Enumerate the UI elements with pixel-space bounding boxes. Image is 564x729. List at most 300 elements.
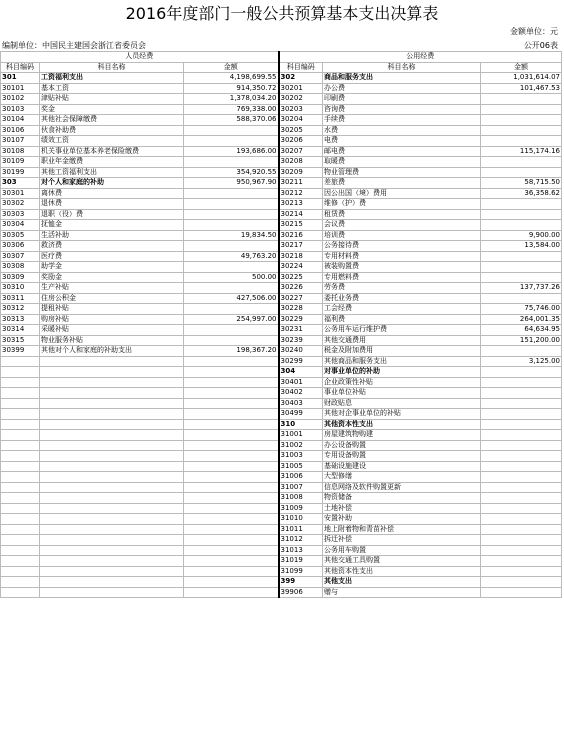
right-amount-cell xyxy=(481,293,562,304)
left-name-cell: 物业服务补贴 xyxy=(40,335,184,346)
table-row xyxy=(1,335,562,346)
right-amount-cell xyxy=(481,125,562,136)
left-name-cell: 退职（役）费 xyxy=(40,209,184,220)
left-code-cell: 30312 xyxy=(1,304,40,315)
right-amount-cell xyxy=(481,472,562,483)
left-code-cell: 30399 xyxy=(1,346,40,357)
left-amount-cell xyxy=(184,377,279,388)
right-name-cell: 专用材料费 xyxy=(323,251,481,262)
left-code-cell xyxy=(1,440,40,451)
table-row xyxy=(1,157,562,168)
right-amount-cell: 115,174.16 xyxy=(481,146,562,157)
right-name-cell: 其他对企事业单位的补贴 xyxy=(323,409,481,420)
left-amount-cell: 1,378,034.20 xyxy=(184,94,279,105)
left-name-cell: 提租补贴 xyxy=(40,304,184,315)
table-row xyxy=(1,430,562,441)
right-code-cell: 31012 xyxy=(279,535,323,546)
left-code-cell: 30303 xyxy=(1,209,40,220)
right-code-cell: 30206 xyxy=(279,136,323,147)
right-amount-cell xyxy=(481,104,562,115)
right-amount-cell xyxy=(481,94,562,105)
left-code-cell xyxy=(1,566,40,577)
left-code-cell: 301 xyxy=(1,73,40,84)
right-amount-cell xyxy=(481,346,562,357)
right-name-cell: 被装购置费 xyxy=(323,262,481,273)
table-row xyxy=(1,398,562,409)
right-code-cell: 30224 xyxy=(279,262,323,273)
right-code-cell: 31003 xyxy=(279,451,323,462)
left-amount-cell xyxy=(184,398,279,409)
table-row xyxy=(1,535,562,546)
table-row xyxy=(1,272,562,283)
table-row xyxy=(1,293,562,304)
right-code-cell: 30402 xyxy=(279,388,323,399)
left-name-cell: 职业年金缴费 xyxy=(40,157,184,168)
left-amount-cell xyxy=(184,461,279,472)
left-amount-cell xyxy=(184,440,279,451)
left-name-cell xyxy=(40,367,184,378)
left-code-cell: 30199 xyxy=(1,167,40,178)
left-amount-cell xyxy=(184,283,279,294)
right-name-cell: 专用设备购置 xyxy=(323,451,481,462)
right-name-cell: 其他交通费用 xyxy=(323,335,481,346)
amount-unit: 金额单位：元 xyxy=(510,27,558,36)
right-code-cell: 30203 xyxy=(279,104,323,115)
right-name-cell: 办公设备购置 xyxy=(323,440,481,451)
personnel-section-header: 人员经费 xyxy=(1,52,279,63)
table-row xyxy=(1,104,562,115)
right-code-cell: 30217 xyxy=(279,241,323,252)
left-amount-cell xyxy=(184,472,279,483)
left-name-cell: 其他对个人和家庭的补助支出 xyxy=(40,346,184,357)
left-name-cell: 基本工资 xyxy=(40,83,184,94)
left-amount-cell xyxy=(184,220,279,231)
right-code-cell: 302 xyxy=(279,73,323,84)
right-amount-cell: 58,715.50 xyxy=(481,178,562,189)
right-name-cell: 企业政策性补贴 xyxy=(323,377,481,388)
right-name-cell: 地上附着物和青苗补偿 xyxy=(323,524,481,535)
right-code-cell: 30211 xyxy=(279,178,323,189)
right-amount-cell xyxy=(481,262,562,273)
left-name-cell: 采暖补贴 xyxy=(40,325,184,336)
right-amount-cell: 9,900.00 xyxy=(481,230,562,241)
left-code-cell: 30305 xyxy=(1,230,40,241)
left-name-cell: 生产补贴 xyxy=(40,283,184,294)
left-name-cell xyxy=(40,514,184,525)
table-row xyxy=(1,545,562,556)
left-code-cell xyxy=(1,461,40,472)
left-amount-cell xyxy=(184,209,279,220)
left-code-cell xyxy=(1,367,40,378)
table-row xyxy=(1,314,562,325)
right-name-cell: 租赁费 xyxy=(323,209,481,220)
table-row xyxy=(1,283,562,294)
left-amount-cell xyxy=(184,325,279,336)
left-amount-cell: 354,920.55 xyxy=(184,167,279,178)
right-amount-cell: 1,031,614.07 xyxy=(481,73,562,84)
left-code-cell: 30314 xyxy=(1,325,40,336)
left-amount-cell xyxy=(184,136,279,147)
table-row xyxy=(1,356,562,367)
left-code-cell: 30309 xyxy=(1,272,40,283)
table-row xyxy=(1,304,562,315)
left-code-cell: 30304 xyxy=(1,220,40,231)
left-name-cell: 奖励金 xyxy=(40,272,184,283)
left-amount-cell xyxy=(184,241,279,252)
table-row xyxy=(1,409,562,420)
left-code-cell xyxy=(1,524,40,535)
right-code-cell: 31008 xyxy=(279,493,323,504)
left-code-cell: 30101 xyxy=(1,83,40,94)
right-name-cell: 公务用车运行维护费 xyxy=(323,325,481,336)
left-code-cell xyxy=(1,409,40,420)
right-name-cell: 物资储备 xyxy=(323,493,481,504)
table-row xyxy=(1,241,562,252)
right-amount-cell xyxy=(481,566,562,577)
left-code-cell xyxy=(1,493,40,504)
left-amount-cell xyxy=(184,157,279,168)
left-code-cell xyxy=(1,398,40,409)
left-name-cell: 绩效工资 xyxy=(40,136,184,147)
right-code-cell: 30201 xyxy=(279,83,323,94)
right-amount-cell xyxy=(481,514,562,525)
name-header: 科目名称 xyxy=(323,62,481,73)
left-code-cell: 30307 xyxy=(1,251,40,262)
right-code-cell: 30212 xyxy=(279,188,323,199)
left-amount-cell xyxy=(184,367,279,378)
left-amount-cell: 4,198,699.55 xyxy=(184,73,279,84)
left-name-cell: 购房补贴 xyxy=(40,314,184,325)
right-name-cell: 其他资本性支出 xyxy=(323,419,481,430)
left-code-cell xyxy=(1,587,40,598)
table-row xyxy=(1,94,562,105)
right-code-cell: 30229 xyxy=(279,314,323,325)
left-amount-cell xyxy=(184,335,279,346)
left-amount-cell xyxy=(184,482,279,493)
right-code-cell: 30239 xyxy=(279,335,323,346)
table-row xyxy=(1,325,562,336)
table-row xyxy=(1,377,562,388)
right-amount-cell xyxy=(481,367,562,378)
left-code-cell: 30102 xyxy=(1,94,40,105)
left-name-cell xyxy=(40,356,184,367)
page-title: 2016年度部门一般公共预算基本支出决算表 xyxy=(125,4,439,23)
left-code-cell: 30109 xyxy=(1,157,40,168)
left-code-cell xyxy=(1,356,40,367)
right-amount-cell: 75,746.00 xyxy=(481,304,562,315)
right-code-cell: 30202 xyxy=(279,94,323,105)
right-name-cell: 工会经费 xyxy=(323,304,481,315)
left-code-cell: 30313 xyxy=(1,314,40,325)
right-amount-cell xyxy=(481,577,562,588)
table-row xyxy=(1,220,562,231)
left-code-cell: 30315 xyxy=(1,335,40,346)
left-code-cell: 30311 xyxy=(1,293,40,304)
left-code-cell: 30107 xyxy=(1,136,40,147)
left-name-cell xyxy=(40,587,184,598)
right-amount-cell xyxy=(481,545,562,556)
right-name-cell: 福利费 xyxy=(323,314,481,325)
left-name-cell: 其他工资福利支出 xyxy=(40,167,184,178)
left-amount-cell xyxy=(184,451,279,462)
right-amount-cell xyxy=(481,419,562,430)
table-row xyxy=(1,83,562,94)
right-name-cell: 对事业单位的补助 xyxy=(323,367,481,378)
left-amount-cell xyxy=(184,514,279,525)
right-name-cell: 印刷费 xyxy=(323,94,481,105)
form-number: 公开06表 xyxy=(523,41,558,50)
right-amount-cell xyxy=(481,388,562,399)
amount-header: 金额 xyxy=(481,62,562,73)
right-code-cell: 30214 xyxy=(279,209,323,220)
left-amount-cell xyxy=(184,199,279,210)
left-name-cell: 生活补助 xyxy=(40,230,184,241)
right-name-cell: 公务接待费 xyxy=(323,241,481,252)
right-code-cell: 31013 xyxy=(279,545,323,556)
right-name-cell: 其他支出 xyxy=(323,577,481,588)
left-code-cell xyxy=(1,482,40,493)
left-name-cell xyxy=(40,388,184,399)
table-row xyxy=(1,262,562,273)
left-amount-cell xyxy=(184,524,279,535)
left-code-cell: 30301 xyxy=(1,188,40,199)
left-name-cell xyxy=(40,566,184,577)
right-amount-cell xyxy=(481,524,562,535)
right-amount-cell xyxy=(481,199,562,210)
right-name-cell: 商品和服务支出 xyxy=(323,73,481,84)
left-amount-cell: 193,686.00 xyxy=(184,146,279,157)
right-amount-cell xyxy=(481,461,562,472)
left-code-cell: 30308 xyxy=(1,262,40,273)
right-name-cell: 其他资本性支出 xyxy=(323,566,481,577)
left-name-cell xyxy=(40,535,184,546)
right-code-cell: 31001 xyxy=(279,430,323,441)
right-amount-cell xyxy=(481,409,562,420)
left-name-cell xyxy=(40,482,184,493)
right-amount-cell xyxy=(481,220,562,231)
table-row xyxy=(1,136,562,147)
table-row xyxy=(1,419,562,430)
table-row xyxy=(1,167,562,178)
right-code-cell: 30240 xyxy=(279,346,323,357)
left-name-cell xyxy=(40,377,184,388)
right-name-cell: 基础设施建设 xyxy=(323,461,481,472)
left-amount-cell: 198,367.20 xyxy=(184,346,279,357)
left-amount-cell: 588,370.06 xyxy=(184,115,279,126)
table-row xyxy=(1,472,562,483)
amount-header: 金额 xyxy=(184,62,279,73)
left-name-cell xyxy=(40,398,184,409)
right-code-cell: 30225 xyxy=(279,272,323,283)
left-name-cell xyxy=(40,577,184,588)
table-row xyxy=(1,440,562,451)
right-amount-cell xyxy=(481,157,562,168)
left-name-cell xyxy=(40,545,184,556)
left-name-cell: 工资福利支出 xyxy=(40,73,184,84)
right-code-cell: 30218 xyxy=(279,251,323,262)
right-name-cell: 委托业务费 xyxy=(323,293,481,304)
right-name-cell: 手续费 xyxy=(323,115,481,126)
right-amount-cell xyxy=(481,377,562,388)
left-name-cell: 救济费 xyxy=(40,241,184,252)
left-amount-cell: 500.00 xyxy=(184,272,279,283)
table-row xyxy=(1,503,562,514)
left-amount-cell: 49,763.20 xyxy=(184,251,279,262)
section-header-row xyxy=(1,52,562,63)
table-row xyxy=(1,125,562,136)
right-amount-cell xyxy=(481,440,562,451)
expenditure-table xyxy=(0,51,562,598)
left-code-cell: 30106 xyxy=(1,125,40,136)
table-row xyxy=(1,577,562,588)
left-amount-cell xyxy=(184,304,279,315)
left-amount-cell xyxy=(184,545,279,556)
right-code-cell: 31009 xyxy=(279,503,323,514)
table-row xyxy=(1,188,562,199)
table-row xyxy=(1,199,562,210)
left-code-cell: 30302 xyxy=(1,199,40,210)
left-name-cell: 奖金 xyxy=(40,104,184,115)
right-code-cell: 31099 xyxy=(279,566,323,577)
table-row xyxy=(1,482,562,493)
table-row xyxy=(1,514,562,525)
right-amount-cell xyxy=(481,115,562,126)
right-amount-cell: 13,584.00 xyxy=(481,241,562,252)
right-name-cell: 税金及附加费用 xyxy=(323,346,481,357)
left-amount-cell xyxy=(184,430,279,441)
right-name-cell: 劳务费 xyxy=(323,283,481,294)
right-name-cell: 土地补偿 xyxy=(323,503,481,514)
right-code-cell: 30204 xyxy=(279,115,323,126)
left-name-cell: 伙食补助费 xyxy=(40,125,184,136)
right-code-cell: 30499 xyxy=(279,409,323,420)
table-row xyxy=(1,388,562,399)
right-amount-cell xyxy=(481,587,562,598)
right-name-cell: 培训费 xyxy=(323,230,481,241)
right-name-cell: 办公费 xyxy=(323,83,481,94)
right-amount-cell xyxy=(481,482,562,493)
right-amount-cell xyxy=(481,398,562,409)
table-row xyxy=(1,451,562,462)
left-amount-cell: 254,997.00 xyxy=(184,314,279,325)
left-amount-cell xyxy=(184,577,279,588)
left-name-cell xyxy=(40,430,184,441)
right-code-cell: 310 xyxy=(279,419,323,430)
left-amount-cell xyxy=(184,566,279,577)
right-amount-cell xyxy=(481,136,562,147)
code-header: 科目编码 xyxy=(279,62,323,73)
right-amount-cell xyxy=(481,556,562,567)
right-amount-cell xyxy=(481,535,562,546)
left-name-cell xyxy=(40,451,184,462)
right-name-cell: 取暖费 xyxy=(323,157,481,168)
right-code-cell: 30208 xyxy=(279,157,323,168)
left-code-cell xyxy=(1,430,40,441)
left-code-cell: 30103 xyxy=(1,104,40,115)
right-name-cell: 安置补助 xyxy=(323,514,481,525)
right-name-cell: 电费 xyxy=(323,136,481,147)
table-row xyxy=(1,209,562,220)
right-code-cell: 31006 xyxy=(279,472,323,483)
right-code-cell: 30228 xyxy=(279,304,323,315)
left-amount-cell xyxy=(184,125,279,136)
table-row xyxy=(1,146,562,157)
left-code-cell xyxy=(1,419,40,430)
right-amount-cell: 264,001.35 xyxy=(481,314,562,325)
table-row xyxy=(1,367,562,378)
left-name-cell xyxy=(40,524,184,535)
right-name-cell: 大型修缮 xyxy=(323,472,481,483)
table-row xyxy=(1,493,562,504)
table-row xyxy=(1,73,562,84)
right-name-cell: 房屋建筑物购建 xyxy=(323,430,481,441)
right-name-cell: 事业单位补贴 xyxy=(323,388,481,399)
right-name-cell: 邮电费 xyxy=(323,146,481,157)
right-code-cell: 31002 xyxy=(279,440,323,451)
left-amount-cell: 19,834.50 xyxy=(184,230,279,241)
left-amount-cell: 914,350.72 xyxy=(184,83,279,94)
right-code-cell: 31007 xyxy=(279,482,323,493)
left-name-cell xyxy=(40,409,184,420)
table-row xyxy=(1,251,562,262)
left-name-cell xyxy=(40,472,184,483)
left-amount-cell xyxy=(184,503,279,514)
right-amount-cell: 137,737.26 xyxy=(481,283,562,294)
left-code-cell: 30108 xyxy=(1,146,40,157)
right-code-cell: 30226 xyxy=(279,283,323,294)
left-name-cell xyxy=(40,461,184,472)
right-amount-cell xyxy=(481,451,562,462)
table-row xyxy=(1,566,562,577)
left-code-cell xyxy=(1,472,40,483)
right-name-cell: 其他商品和服务支出 xyxy=(323,356,481,367)
left-code-cell: 30310 xyxy=(1,283,40,294)
right-code-cell: 304 xyxy=(279,367,323,378)
right-code-cell: 30403 xyxy=(279,398,323,409)
right-code-cell: 39906 xyxy=(279,587,323,598)
name-header: 科目名称 xyxy=(40,62,184,73)
left-code-cell: 303 xyxy=(1,178,40,189)
right-code-cell: 31011 xyxy=(279,524,323,535)
right-amount-cell: 36,358.62 xyxy=(481,188,562,199)
right-code-cell: 30231 xyxy=(279,325,323,336)
right-name-cell: 维修（护）费 xyxy=(323,199,481,210)
table-row xyxy=(1,587,562,598)
table-row xyxy=(1,461,562,472)
table-row xyxy=(1,115,562,126)
table-row xyxy=(1,556,562,567)
right-amount-cell xyxy=(481,209,562,220)
left-name-cell: 助学金 xyxy=(40,262,184,273)
right-name-cell: 物业管理费 xyxy=(323,167,481,178)
right-code-cell: 30299 xyxy=(279,356,323,367)
left-code-cell xyxy=(1,556,40,567)
column-header-row xyxy=(1,62,562,73)
left-code-cell xyxy=(1,503,40,514)
left-name-cell: 离休费 xyxy=(40,188,184,199)
right-code-cell: 30205 xyxy=(279,125,323,136)
right-name-cell: 拆迁补偿 xyxy=(323,535,481,546)
right-amount-cell: 151,200.00 xyxy=(481,335,562,346)
right-amount-cell xyxy=(481,251,562,262)
right-code-cell: 30213 xyxy=(279,199,323,210)
public-section-header: 公用经费 xyxy=(279,52,562,63)
left-amount-cell xyxy=(184,556,279,567)
right-code-cell: 31010 xyxy=(279,514,323,525)
table-row xyxy=(1,346,562,357)
left-code-cell xyxy=(1,514,40,525)
right-amount-cell xyxy=(481,167,562,178)
